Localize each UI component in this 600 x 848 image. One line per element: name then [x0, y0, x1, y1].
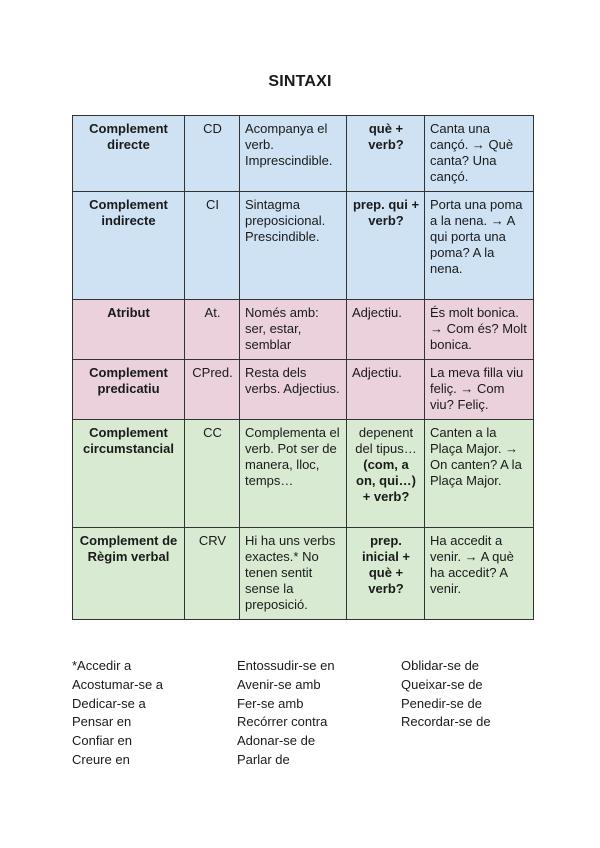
complement-name: Complement circumstancial	[73, 420, 185, 528]
example-cell: Canta una cançó. → Què canta? Una cançó.	[425, 116, 534, 192]
list-item: Adonar-se de	[237, 733, 316, 749]
complement-name: Complement predicatiu	[73, 360, 185, 420]
complement-description: Acompanya el verb. Imprescindible.	[240, 116, 347, 192]
table-row	[73, 300, 534, 360]
list-item: Queixar-se de	[401, 676, 483, 692]
list-item: Pensar en	[72, 714, 132, 730]
question-prefix: depenent del tipus…	[355, 425, 417, 456]
complement-abbr: CD	[185, 116, 240, 192]
list-item: Confiar en	[72, 733, 132, 749]
complement-name: Atribut	[73, 300, 185, 360]
complement-abbr: CI	[185, 192, 240, 300]
verb-list-col3	[401, 657, 491, 732]
complement-abbr: CRV	[185, 528, 240, 620]
list-item: Recordar-se de	[401, 714, 491, 730]
example-cell: Porta una poma a la nena. → A qui porta una poma? A la nena.	[425, 192, 534, 300]
question-cell	[347, 192, 425, 300]
complement-abbr: CPred.	[185, 360, 240, 420]
question-text: (com, a on, qui…) + verb?	[356, 457, 416, 504]
table-row	[73, 528, 534, 620]
syntax-table	[72, 115, 534, 620]
example-cell: Canten a la Plaça Major. → On canten? A la Plaça Major.	[425, 420, 534, 528]
verb-list-col1	[72, 657, 163, 770]
complement-name: Complement de Règim verbal	[73, 528, 185, 620]
complement-description: Resta dels verbs. Adjectius.	[240, 360, 347, 420]
list-item: Avenir-se amb	[237, 676, 321, 692]
complement-abbr: CC	[185, 420, 240, 528]
complement-name: Complement indirecte	[73, 192, 185, 300]
list-item: Creure en	[72, 751, 130, 767]
complement-abbr: At.	[185, 300, 240, 360]
question-cell	[347, 528, 425, 620]
question-cell: Adjectiu.	[347, 300, 425, 360]
verb-list-col2	[237, 657, 335, 770]
question-text: prep. inicial + què + verb?	[361, 533, 411, 596]
table-row	[73, 360, 534, 420]
complement-description: Sintagma preposicional. Prescindible.	[240, 192, 347, 300]
example-cell: La meva filla viu feliç. → Com viu? Feliç.	[425, 360, 534, 420]
table-row	[73, 420, 534, 528]
page-title: SINTAXI	[268, 73, 332, 90]
list-item: Oblidar-se de	[401, 658, 480, 673]
table-row	[73, 116, 534, 192]
question-text: prep. qui + verb?	[352, 197, 420, 228]
example-cell: Ha accedit a venir. → A què ha accedit? A venir.	[425, 528, 534, 620]
complement-description: Complementa el verb. Pot ser de manera, lloc, temps…	[240, 420, 347, 528]
list-item: Penedir-se de	[401, 695, 482, 711]
complement-description: Només amb: ser, estar, semblar	[240, 300, 347, 360]
table-row	[73, 192, 534, 300]
list-item: *Accedir a	[72, 658, 132, 673]
list-item: Recórrer contra	[237, 714, 328, 730]
list-item: Parlar de	[237, 751, 290, 767]
question-cell	[347, 116, 425, 192]
list-item: Acostumar-se a	[72, 676, 164, 692]
list-item: Dedicar-se a	[72, 695, 146, 711]
question-cell: Adjectiu.	[347, 360, 425, 420]
complement-name: Complement directe	[73, 116, 185, 192]
example-cell: És molt bonica. → Com és? Molt bonica.	[425, 300, 534, 360]
question-cell	[347, 420, 425, 528]
list-item: Fer-se amb	[237, 695, 304, 711]
complement-description: Hi ha uns verbs exactes.* No tenen sentit sense la preposició.	[240, 528, 347, 620]
question-text: què + verb?	[368, 121, 404, 152]
list-item: Entossudir-se en	[237, 658, 335, 673]
